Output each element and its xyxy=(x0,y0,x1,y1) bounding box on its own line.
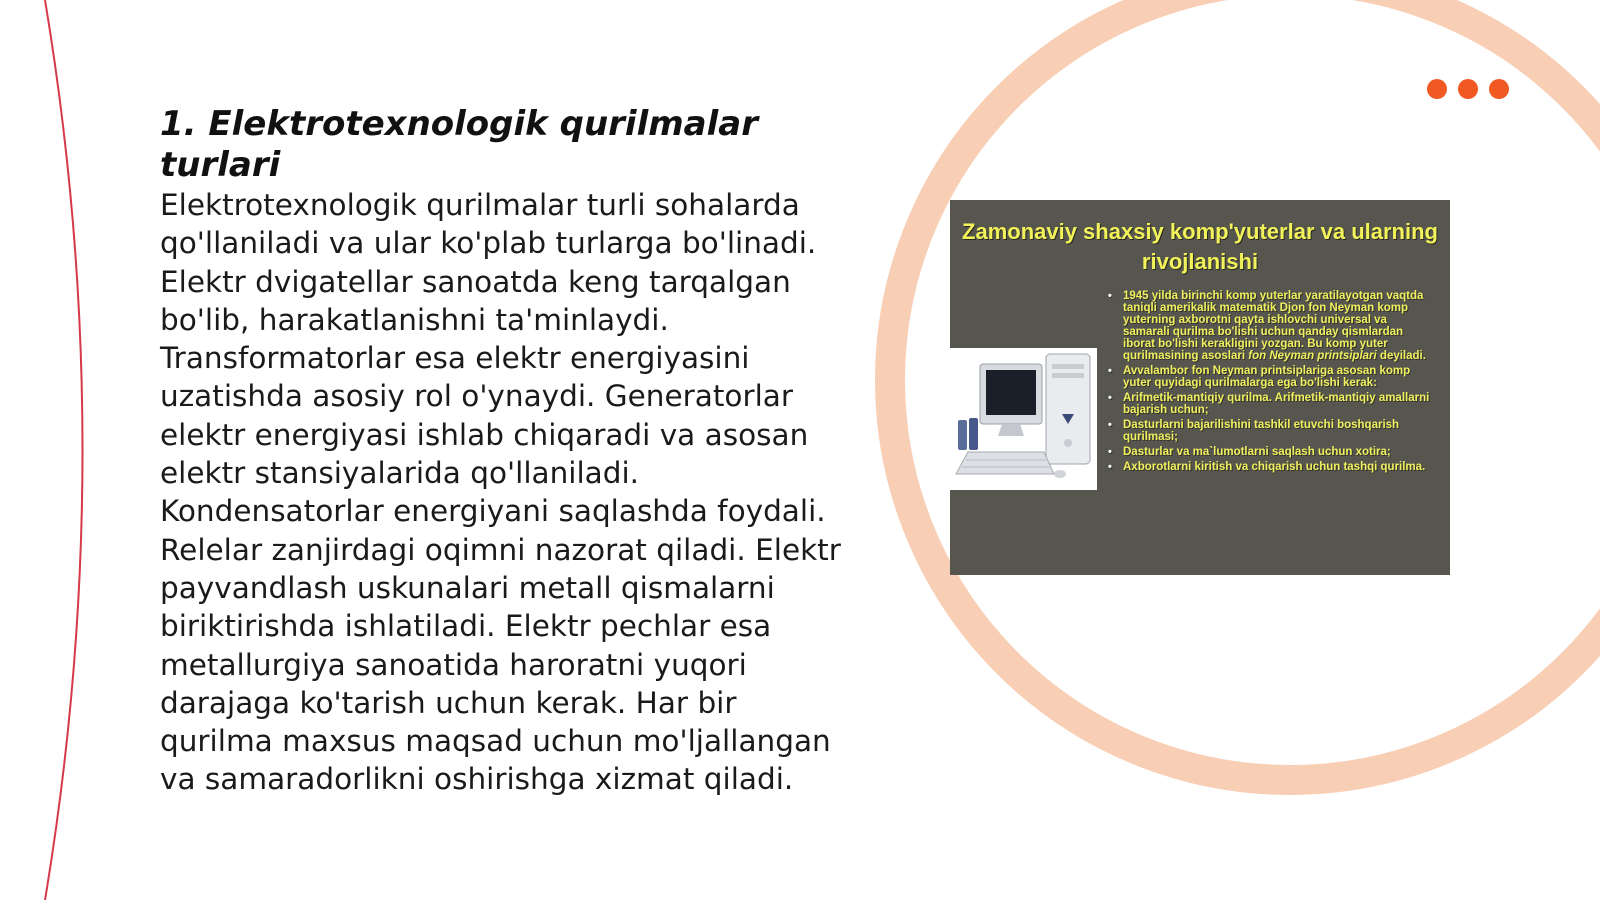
slide-bullet: • Arifmetik-mantiqiy qurilma. Arifmetik-mantiqiy amallarni bajarish uchun; xyxy=(1108,392,1433,416)
body-paragraph: Elektrotexnologik qurilmalar turli sohalarda qo'llaniladi va ular ko'plab turlarga bo'linadi. Elektr dvigatellar sanoatda keng tarqalgan bo'lib, harakatlanishni ta'minlaydi. Transformatorlar esa elektr energiyasini uzatishda asosiy rol o'ynaydi. Generatorlar elektr energiyasi ishlab chiqaradi va asosan elektr stansiyalarida qo'llaniladi. Kondensatorlar energiyani saqlashda foydali. Relelar zanjirdagi oqimni nazorat qiladi. Elektr payvandlash uskunalari metall qismalarni biriktirishda ishlatiladi. Elektr pechlar esa metallurgiya sanoatida haroratni yuqori darajaga ko'tarish uchun kerak. Har bir qurilma maxsus maqsad uchun mo'ljallangan va samaradorlikni oshirishga xizmat qiladi. xyxy=(160,188,841,797)
slide-bullet: • Dasturlarni bajarilishini tashkil etuvchi boshqarish qurilmasi; xyxy=(1108,419,1433,443)
more-dots-icon xyxy=(1427,79,1509,99)
dot-3 xyxy=(1489,79,1509,99)
slide-bullet-list xyxy=(1108,290,1433,476)
page-title: 1. Elektrotexnologik qurilmalar turlari xyxy=(160,104,758,185)
dot-1 xyxy=(1427,79,1447,99)
left-edge-line xyxy=(45,0,83,900)
slide-bullet: • Dasturlar va ma`lumotlarni saqlash uchun xotira; xyxy=(1108,446,1433,458)
computer-icon xyxy=(950,348,1097,490)
slide-bullet: • 1945 yilda birinchi komp yuterlar yaratilayotgan vaqtda taniqli amerikalik matematik Djon fon Neyman komp yuterning axborotni qayta ishlovchi universal va samarali qurilma bo'lishi uchun qanday qismlardan iborat bo'lishi kerakligini yozgan. Bu komp yuter qurilmasining asoslari fon Neyman printsiplari deyiladi. xyxy=(1108,290,1433,362)
dot-2 xyxy=(1458,79,1478,99)
slide-bullet: • Avvalambor fon Neyman printsiplariga asosan komp yuter quyidagi qurilmalarga ega bo'lishi kerak: xyxy=(1108,365,1433,389)
embedded-slide-image xyxy=(950,200,1450,575)
slide-bullet: • Axborotlarni kiritish va chiqarish uchun tashqi qurilma. xyxy=(1108,461,1433,473)
slide-title: Zamonaviy shaxsiy komp'yuterlar va ularning rivojlanishi xyxy=(962,219,1438,274)
